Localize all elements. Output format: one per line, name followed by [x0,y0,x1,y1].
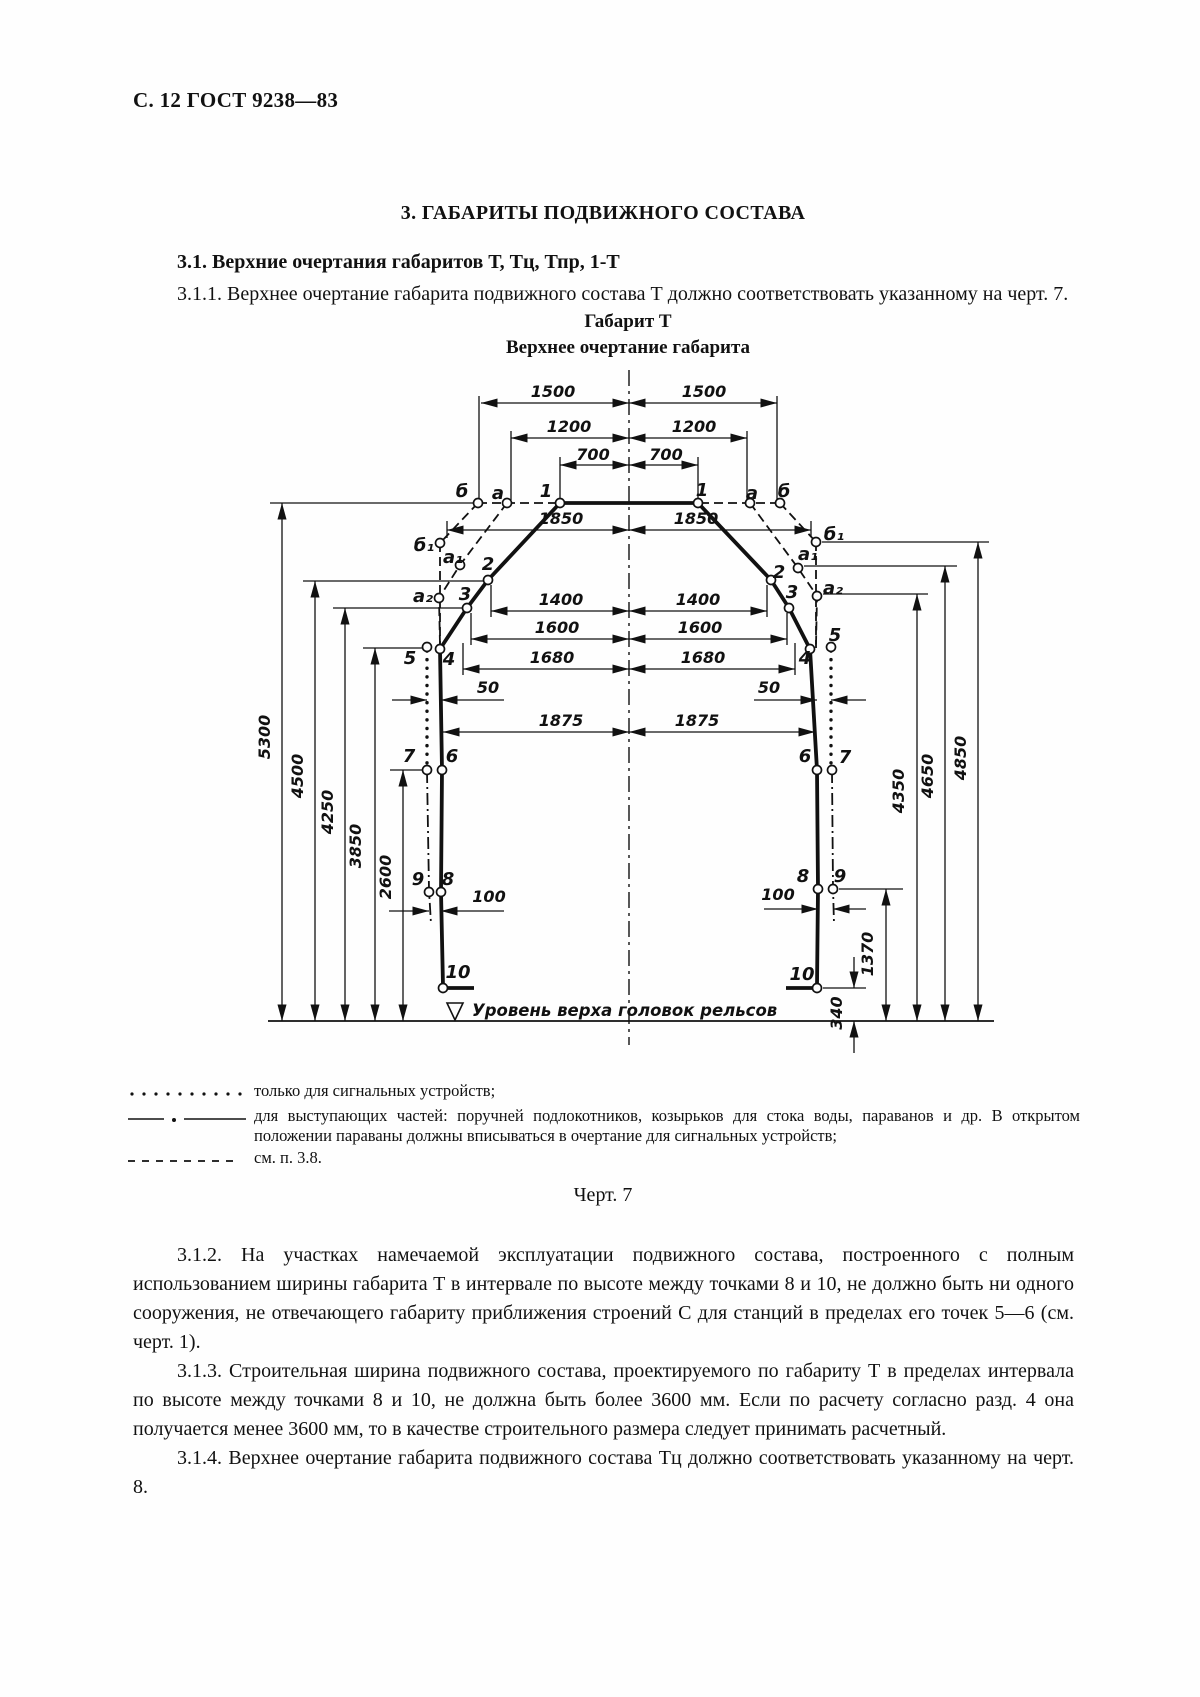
dim-1200-left: 1200 [546,417,592,436]
point-6-right: 6 [798,746,812,767]
point-2-left: 2 [481,554,495,575]
dim-1850-right: 1850 [673,509,719,528]
dim-4650: 4650 [918,753,937,799]
dim-100-right: 100 [761,885,795,904]
legend-text: только для сигнальных устройств; [254,1081,496,1100]
dim-1400-right: 1400 [675,590,721,609]
subsection-title: 3.1. Верхние очертания габаритов Т, Тц, Тпр, 1-Т [177,251,620,273]
dim-50-right: 50 [757,678,781,697]
dim-1400-left: 1400 [538,590,584,609]
legend-item [128,1148,1080,1172]
figure-title: Габарит Т [584,311,672,332]
dashed-line-symbol [128,1148,254,1172]
dim-1850-left: 1850 [538,509,584,528]
dim-50-left: 50 [476,678,500,697]
point-5-right: 5 [828,625,842,646]
dim-1875-right: 1875 [674,711,720,730]
point-8-right: 8 [796,866,810,887]
dim-700-left: 700 [576,445,610,464]
point-9-right: 9 [833,866,847,887]
dim-340: 340 [827,996,846,1030]
point-6-left: 6 [445,746,459,767]
point-1-right: 1 [695,480,709,501]
solid-dot-line-symbol [128,1106,254,1130]
dim-4500: 4500 [288,753,307,799]
dim-2600: 2600 [376,854,395,900]
section-title: 3. ГАБАРИТЫ ПОДВИЖНОГО СОСТАВА [400,202,806,224]
point-4-left: 4 [442,649,456,670]
point-a-left: а [491,483,505,504]
paragraph-3-1-3: 3.1.3. Строительная ширина подвижного состава, проектируемого по габариту Т в пределах интервала по высоте между точками 8 и 10, не должна быть более 3600 мм. Если по расчету согласно разд. 4 она получается менее 3600 мм, то в качестве строительного размера следует принимать расчетный. [133,1360,1074,1440]
dim-1500-left: 1500 [530,382,576,401]
dim-1680-left: 1680 [529,648,575,667]
point-2-right: 2 [772,562,786,583]
legend-item [128,1106,1080,1147]
point-b-left: б [455,481,469,502]
legend-text: см. п. 3.8. [254,1147,322,1167]
dim-100-left: 100 [472,887,506,906]
paragraph-3-1-4: 3.1.4. Верхнее очертание габарита подвижного состава Тц должно соответствовать указанному на черт. 8. [133,1447,1074,1498]
gauge-diagram [230,350,1020,1062]
dim-3850: 3850 [346,823,365,869]
page-header: С. 12 ГОСТ 9238—83 [133,88,339,112]
dim-1875-left: 1875 [538,711,584,730]
point-a-right: а [745,483,759,504]
point-3-right: 3 [785,582,799,603]
point-a1-left: а₁ [442,547,464,568]
dim-4850: 4850 [951,735,970,781]
point-7-left: 7 [402,746,416,767]
rail-level-mark [447,1003,463,1020]
body-paragraphs [133,1241,1074,1502]
dim-1680-right: 1680 [680,648,726,667]
point-5-left: 5 [403,648,417,669]
point-1-left: 1 [539,481,553,502]
point-9-left: 9 [411,869,425,890]
dim-1200-right: 1200 [671,417,717,436]
point-a1-right: а₁ [797,544,819,565]
dotted-line-symbol [128,1081,254,1105]
dim-1600-right: 1600 [677,618,723,637]
dim-1370: 1370 [858,931,877,977]
point-10-left: 10 [445,962,471,983]
point-a2-right: а₂ [822,578,844,599]
figure-caption: Черт. 7 [573,1184,633,1206]
dim-5300: 5300 [255,714,274,760]
point-7-right: 7 [838,747,852,768]
point-3-left: 3 [458,584,472,605]
point-10-right: 10 [789,964,815,985]
point-b1-left: б₁ [413,535,435,556]
dim-700-right: 700 [649,445,683,464]
dim-4350: 4350 [889,768,908,814]
dimension-labels [255,382,970,1030]
dim-1500-right: 1500 [681,382,727,401]
dashed-contour [439,503,817,648]
point-4-right: 4 [798,648,812,669]
rail-level-label: Уровень верха головок рельсов [472,1001,778,1020]
figure-legend [128,1081,1080,1172]
dim-1600-left: 1600 [534,618,580,637]
legend-text: для выступающих частей: поручней подлокотников, козырьков для стока воды, параванов и др. В открытом положении параваны должны вписываться в очертание для сигнальных устройств; [254,1105,1080,1145]
point-8-left: 8 [441,869,455,890]
dim-4250: 4250 [318,789,337,835]
paragraph-3-1-2: 3.1.2. На участках намечаемой эксплуатации подвижного состава, построенного с полным использованием ширины габарита Т в интервале по высоте между точками 8 и 10, не должно быть ни одного сооружения, не отвечающего габариту приближения строений С для станций в пределах его точек 5—6 (см. черт. 1). [133,1244,1074,1353]
point-b1-right: б₁ [823,524,845,545]
paragraph-3-1-1: 3.1.1. Верхнее очертание габарита подвижного состава Т должно соответствовать указанному на черт. 7. [177,283,1069,305]
legend-item [128,1081,1080,1105]
figure-subtitle: Верхнее очертание габарита [505,337,751,358]
point-b-right: б [777,481,791,502]
point-a2-left: а₂ [412,586,434,607]
